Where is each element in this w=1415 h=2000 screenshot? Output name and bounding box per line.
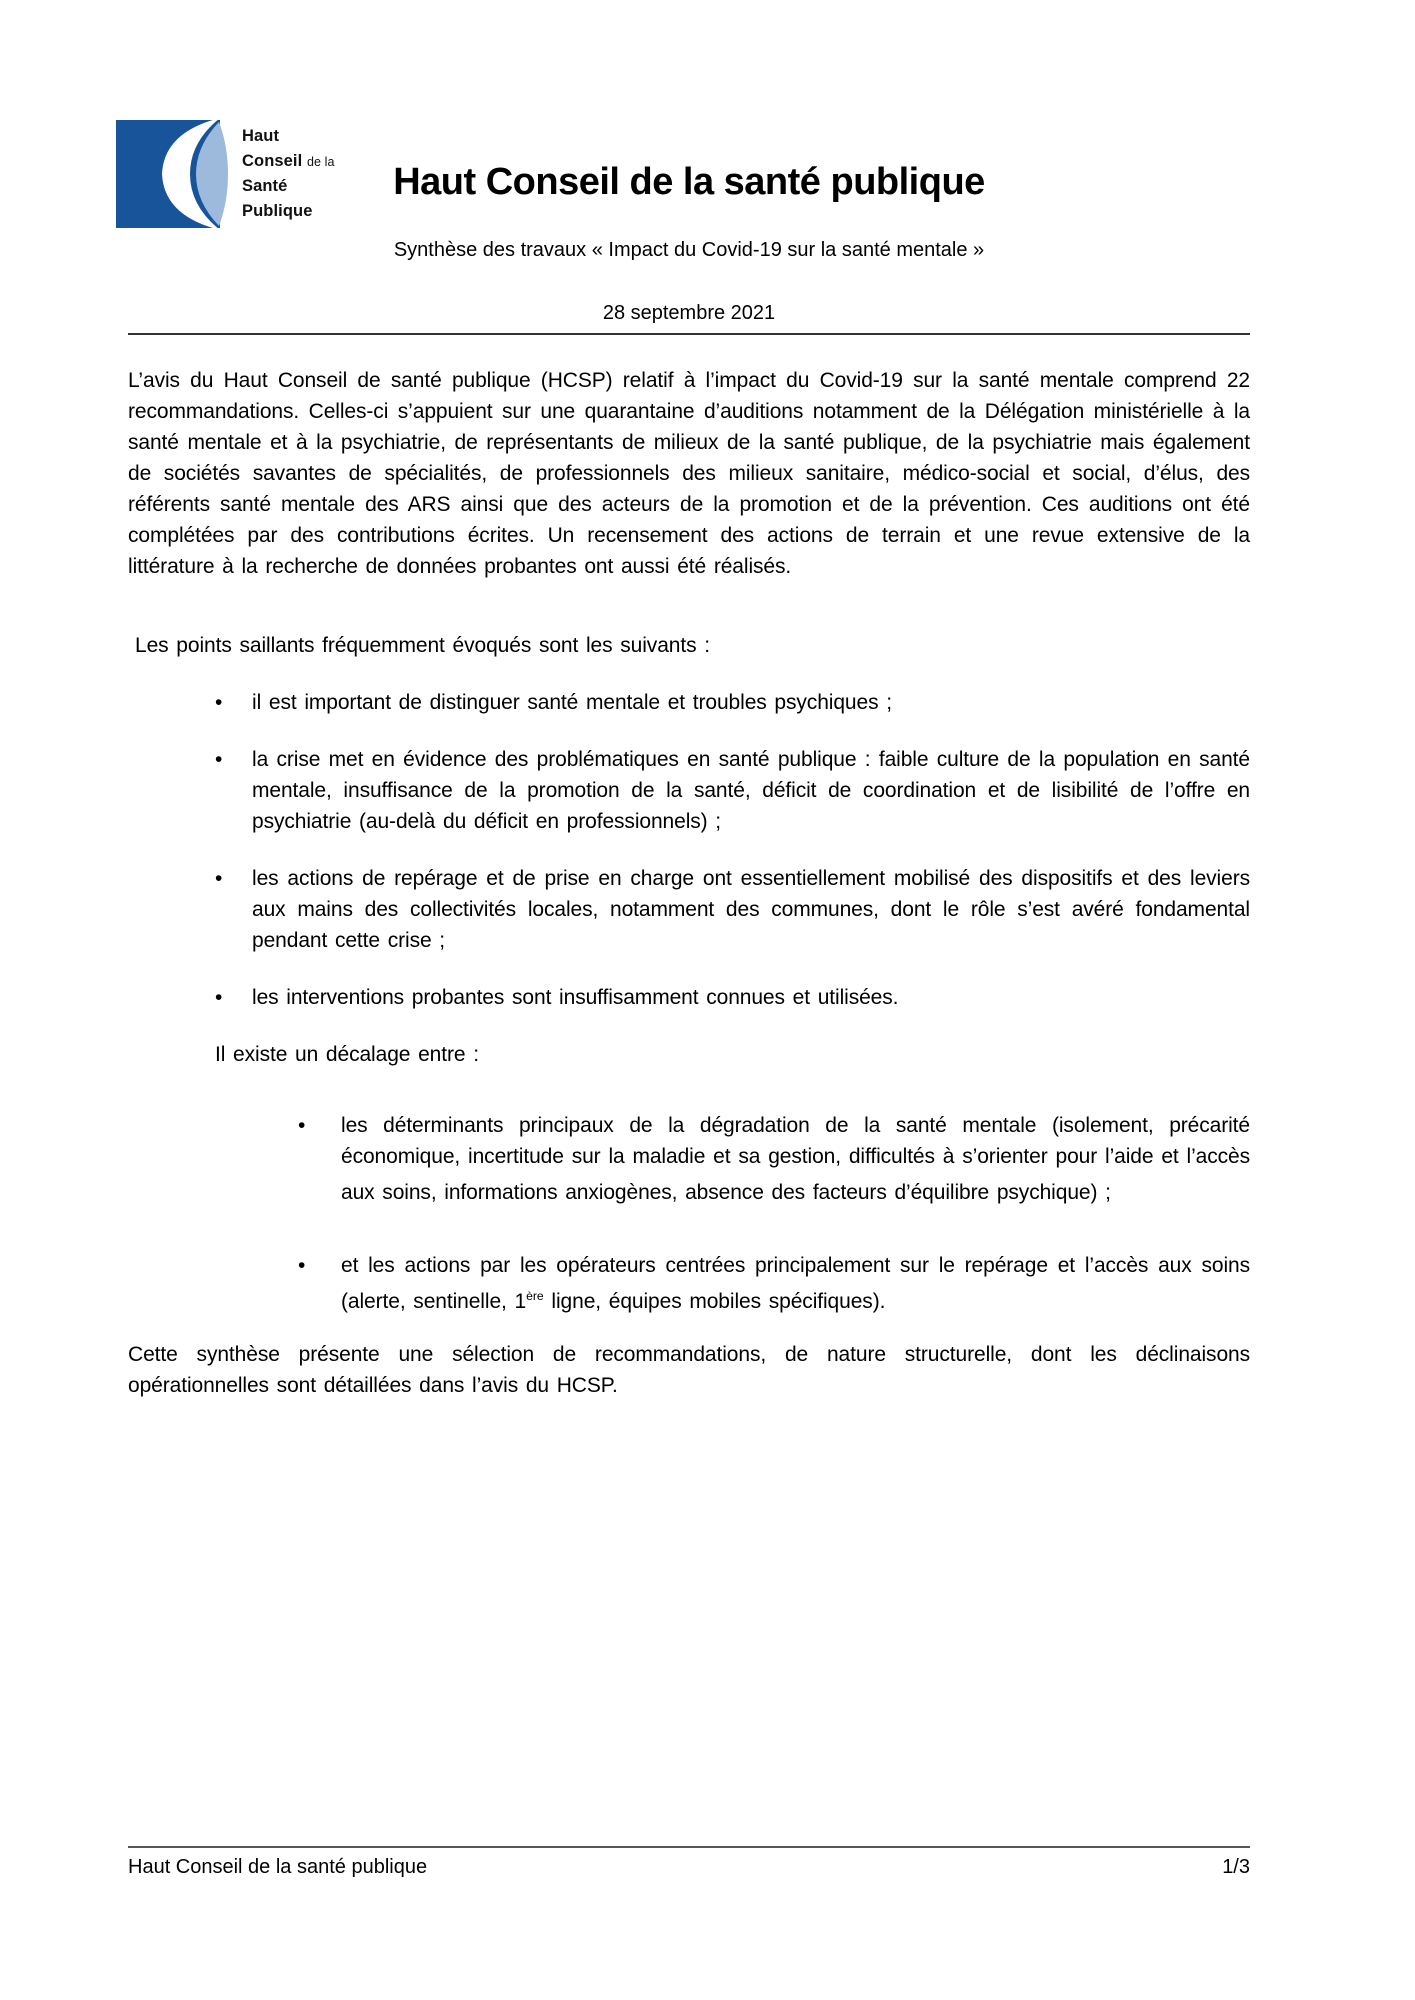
document-body (128, 365, 1250, 1401)
points-intro: Les points saillants fréquemment évoqués sont les suivants : (135, 634, 710, 657)
bullet-icon: • (215, 867, 223, 890)
decalage-intro: Il existe un décalage entre : (215, 1043, 479, 1066)
decalage-list (128, 1110, 1250, 1317)
superscript-ere: ère (526, 1289, 544, 1303)
page-title: Haut Conseil de la santé publique (393, 161, 985, 203)
footer-text: Haut Conseil de la santé publique (128, 1856, 428, 1878)
header-divider (128, 333, 1250, 335)
bullet-icon: • (298, 1254, 306, 1277)
list-item (215, 863, 1250, 956)
bullet-icon: • (215, 986, 223, 1009)
list-item-text: les actions de repérage et de prise en charge ont essentiellement mobilisé des dispositifs et des leviers aux mains des collectivités locales, notamment des communes, dont le rôle s’est avéré fondamental pendant cette crise ; (252, 867, 1250, 952)
bullet-icon: • (215, 748, 223, 771)
logo-line-haut: Haut (242, 127, 280, 145)
footer-divider (128, 1846, 1250, 1848)
bullet-icon: • (298, 1114, 306, 1137)
list-item-text: les interventions probantes sont insuffisamment connues et utilisées. (252, 986, 899, 1009)
closing-paragraph: Cette synthèse présente une sélection de recommandations, de nature structurelle, dont les déclinaisons opérationnelles sont détaillées dans l’avis du HCSP. (128, 1343, 1250, 1397)
list-item-text: et les actions par les opérateurs centrées principalement sur le repérage et l’accès aux soins (alerte, sentinelle, 1ère ligne, équipes mobiles spécifiques). (341, 1254, 1250, 1313)
document-subtitle: Synthèse des travaux « Impact du Covid-19 sur la santé mentale » (393, 239, 985, 261)
points-list (128, 687, 1250, 1013)
list-item (215, 687, 1250, 718)
logo-line-publique: Publique (242, 201, 313, 220)
list-item (215, 982, 1250, 1013)
intro-paragraph: L’avis du Haut Conseil de santé publique (HCSP) relatif à l’impact du Covid-19 sur la santé mentale comprend 22 recommandations. Celles-ci s’appuient sur une quarantaine d’auditions notamment de la Délégation ministérielle à la santé mentale et à la psychiatrie, de représentants de milieux de la santé publique, de la psychiatrie mais également de sociétés savantes de spécialités, de professionnels des milieux sanitaire, médico-social et social, d’élus, des référents santé mentale des ARS ainsi que des acteurs de la promotion et de la prévention. Ces auditions ont été complétées par des contributions écrites. Un recensement des actions de terrain et une revue extensive de la littérature à la recherche de données probantes ont aussi été réalisés. (128, 369, 1250, 578)
logo-line-conseil: Conseil de la (242, 151, 335, 170)
logo-line-sante: Santé (242, 177, 288, 195)
bullet-icon: • (215, 691, 223, 714)
list-item-text: la crise met en évidence des problématiques en santé publique : faible culture de la population en santé mentale, insuffisance de la promotion de la santé, déficit de coordination et de lisibilité de l’offre en psychiatrie (au-delà du déficit en professionnels) ; (252, 748, 1250, 833)
list-item (298, 1110, 1250, 1208)
list-item (298, 1250, 1250, 1317)
document-date: 28 septembre 2021 (602, 302, 776, 324)
page-number: 1/3 (1222, 1856, 1250, 1878)
list-item (215, 744, 1250, 837)
page-footer (128, 1856, 1250, 1879)
list-item-text: les déterminants principaux de la dégradation de la santé mentale (isolement, précarité économique, incertitude sur la maladie et sa gestion, difficultés à s’orienter pour l’aide et l’accès aux soins, informations anxiogènes, absence des facteurs d’équilibre psychique) ; (341, 1114, 1250, 1204)
list-item-text: il est important de distinguer santé mentale et troubles psychiques ; (252, 691, 892, 714)
